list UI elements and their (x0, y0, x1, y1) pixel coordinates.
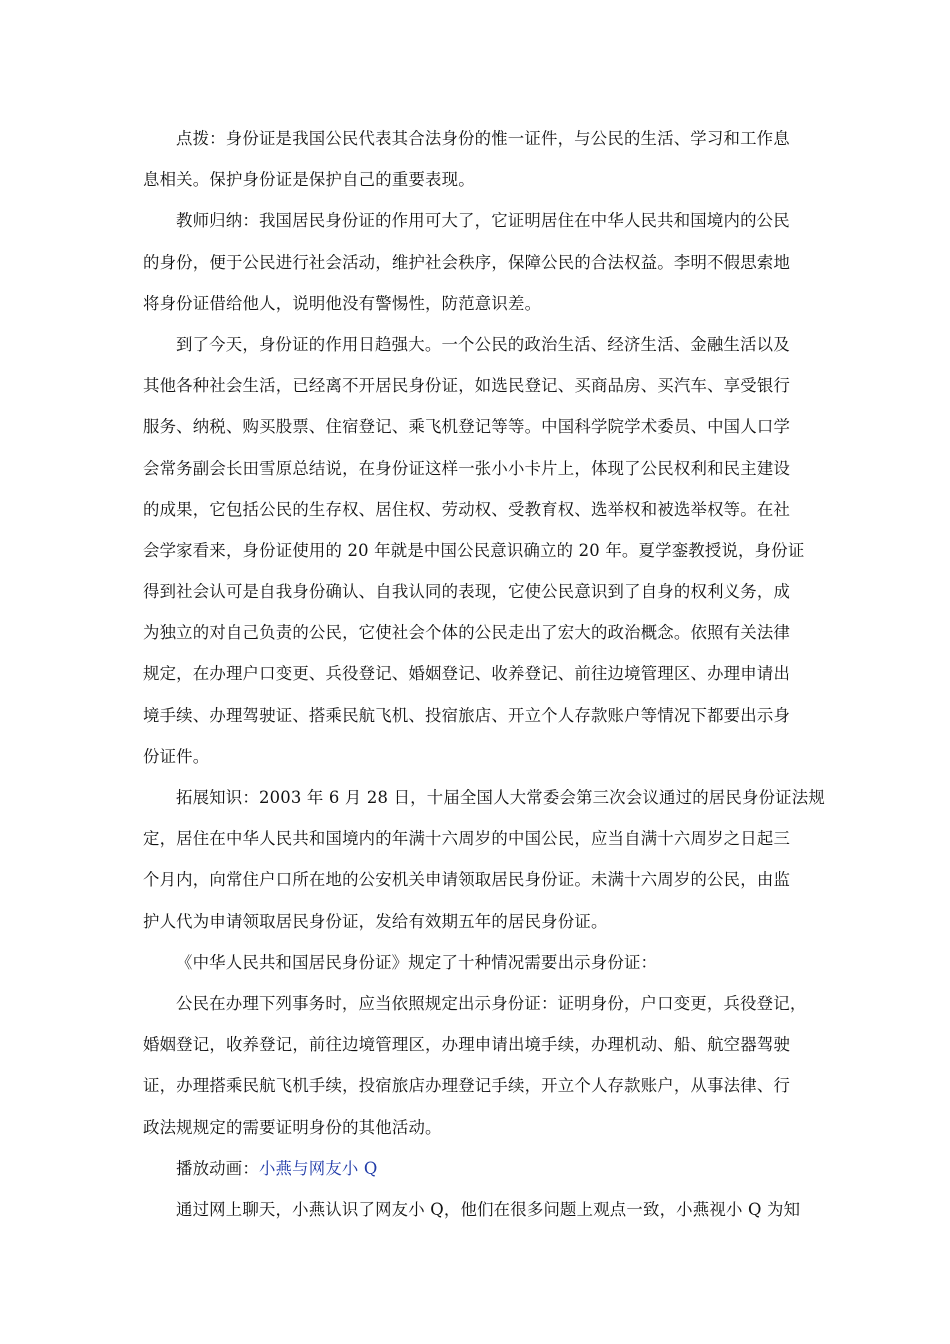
text-line: 拓展知识：2003 年 6 月 28 日，十届全国人大常委会第三次会议通过的居民身份证法规 (176, 788, 825, 807)
text-line: 其他各种社会生活，已经离不开居民身份证，如选民登记、买商品房、买汽车、享受银行 (143, 376, 791, 396)
text-line: 将身份证借给他人，说明他没有警惕性，防范意识差。 (143, 293, 542, 313)
text-line: 到了今天，身份证的作用日趋强大。一个公民的政治生活、经济生活、金融生活以及 (176, 334, 790, 354)
paragraph-affairs-list (143, 983, 807, 1148)
animation-prefix: 播放动画： (176, 1158, 259, 1178)
text-line: 境手续、办理驾驶证、搭乘民航飞机、投宿旅店、开立个人存款账户等情况下都要出示身 (143, 705, 791, 725)
text-line: 服务、纳税、购买股票、住宿登记、乘飞机登记等等。中国科学院学术委员、中国人口学 (143, 417, 791, 437)
text-line: 政法规规定的需要证明身份的其他活动。 (143, 1117, 442, 1137)
text-line: 息相关。保护身份证是保护自己的重要表现。 (143, 170, 475, 190)
text-line: 婚姻登记，收养登记，前往边境管理区，办理申请出境手续，办理机动、船、航空器驾驶 (143, 1035, 791, 1055)
paragraph-extended-knowledge (143, 777, 825, 942)
text-line: 会学家看来，身份证使用的 20 年就是中国公民意识确立的 20 年。夏学銮教授说，身份证 (143, 540, 805, 560)
document-body (143, 118, 825, 1230)
text-line: 定，居住在中华人民共和国境内的年满十六周岁的中国公民，应当自满十六周岁之日起三 (143, 829, 791, 849)
paragraph-id-card-today (143, 324, 807, 777)
text-line: 《中华人民共和国居民身份证》规定了十种情况需要出示身份证： (176, 952, 658, 972)
text-line: 教师归纳：我国居民身份证的作用可大了，它证明居住在中华人民共和国境内的公民 (176, 211, 790, 231)
text-line: 会常务副会长田雪原总结说，在身份证这样一张小小卡片上，体现了公民权利和民主建设 (143, 458, 791, 478)
text-line: 的成果，它包括公民的生存权、居住权、劳动权、受教育权、选举权和被选举权等。在社 (143, 499, 791, 519)
paragraph-regulation (143, 942, 807, 983)
text-line: 证，办理搭乘民航飞机手续，投宿旅店办理登记手续，开立个人存款账户，从事法律、行 (143, 1076, 791, 1096)
text-line: 规定，在办理户口变更、兵役登记、婚姻登记、收养登记、前往边境管理区、办理申请出 (143, 664, 791, 684)
paragraph-dianbo (143, 118, 807, 200)
text-line: 个月内，向常住户口所在地的公安机关申请领取居民身份证。未满十六周岁的公民，由监 (143, 870, 791, 890)
animation-link[interactable]: 小燕与网友小 Q (258, 1158, 378, 1178)
text-line: 通过网上聊天，小燕认识了网友小 Q，他们在很多问题上观点一致，小燕视小 Q 为知 (176, 1199, 801, 1219)
text-line: 的身份，便于公民进行社会活动，维护社会秩序，保障公民的合法权益。李明不假思索地 (143, 252, 791, 272)
text-line: 护人代为申请领取居民身份证，发给有效期五年的居民身份证。 (143, 911, 608, 931)
paragraph-teacher-summary (143, 200, 807, 324)
text-line: 得到社会认可是自我身份确认、自我认同的表现，它使公民意识到了自身的权利义务，成 (143, 582, 791, 602)
animation-line (143, 1148, 807, 1189)
text-line: 为独立的对自己负责的公民，它使社会个体的公民走出了宏大的政治概念。依照有关法律 (143, 623, 791, 643)
text-line: 份证件。 (143, 746, 210, 766)
text-line: 公民在办理下列事务时，应当依照规定出示身份证：证明身份，户口变更，兵役登记， (176, 993, 807, 1013)
paragraph-online-chat (143, 1189, 807, 1230)
text-line: 点拨：身份证是我国公民代表其合法身份的惟一证件，与公民的生活、学习和工作息 (176, 129, 790, 148)
paragraph-animation (143, 1148, 807, 1189)
